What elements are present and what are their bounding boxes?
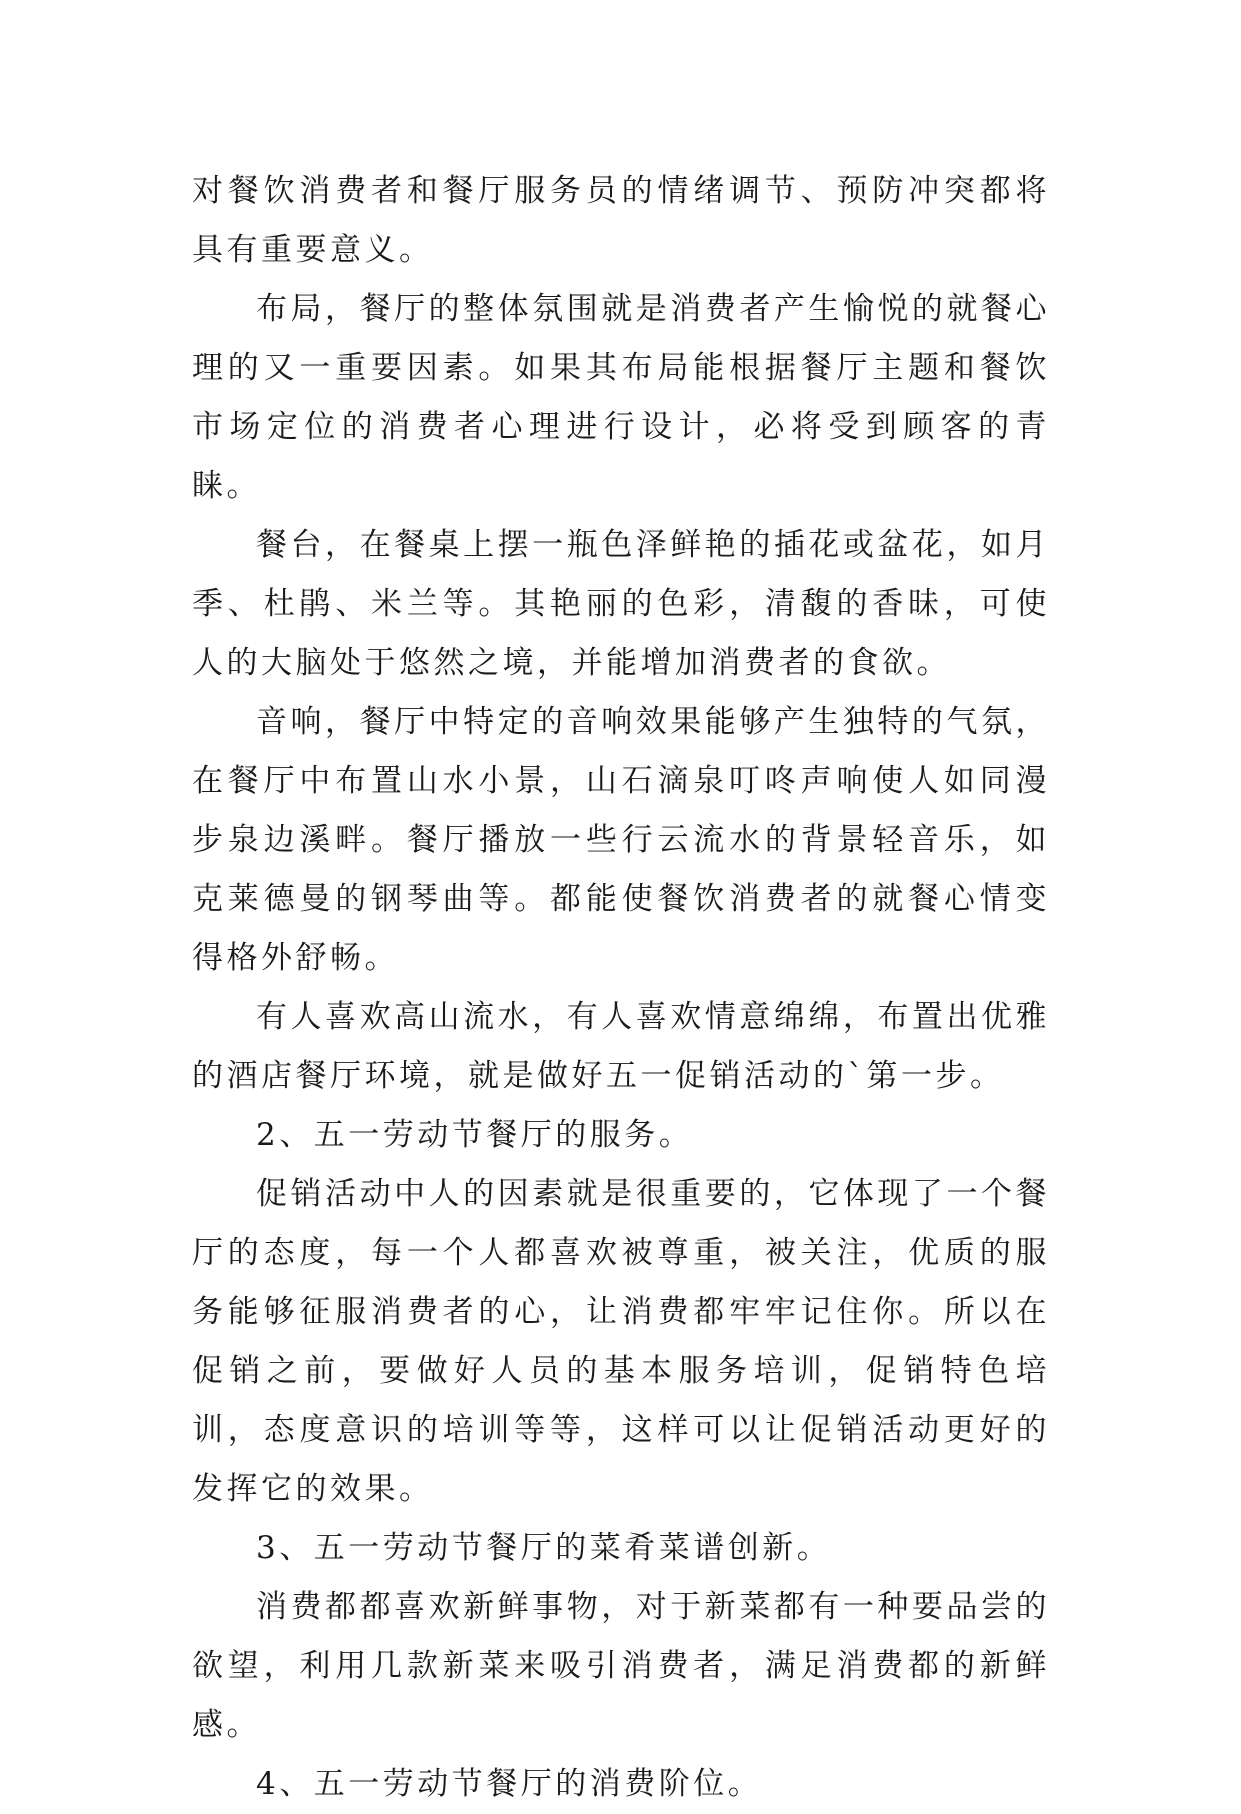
paragraph-7: 促销活动中人的因素就是很重要的，它体现了一个餐厅的态度，每一个人都喜欢被尊重，被关注，优质的服务能够征服消费者的心，让消费都牢牢记住你。所以在促销之前，要做好人员的基本服务培训，促销特色培训，态度意识的培训等等，这样可以让促销活动更好的发挥它的效果。 (192, 1176, 1050, 1507)
paragraph-4: 音响，餐厅中特定的音响效果能够产生独特的气氛，在餐厅中布置山水小景，山石滴泉叮咚声响使人如同漫步泉边溪畔。餐厅播放一些行云流水的背景轻音乐，如克莱德曼的钢琴曲等。都能使餐饮消费者的就餐心情变得格外舒畅。 (192, 704, 1050, 976)
paragraph-5: 有人喜欢高山流水，有人喜欢情意绵绵，布置出优雅的酒店餐厅环境，就是做好五一促销活动的`第一步。 (192, 999, 1050, 1094)
paragraph-9: 消费都都喜欢新鲜事物，对于新菜都有一种要品尝的欲望，利用几款新菜来吸引消费者，满足消费都的新鲜感。 (192, 1589, 1050, 1743)
section-heading-3: 3、五一劳动节餐厅的菜肴菜谱创新。 (256, 1530, 832, 1566)
paragraph-2: 布局，餐厅的整体氛围就是消费者产生愉悦的就餐心理的又一重要因素。如果其布局能根据餐厅主题和餐饮市场定位的消费者心理进行设计，必将受到顾客的青睐。 (192, 291, 1050, 504)
section-heading-4: 4、五一劳动节餐厅的消费阶位。 (256, 1766, 763, 1802)
document-body (192, 162, 1050, 1814)
paragraph-1: 对餐饮消费者和餐厅服务员的情绪调节、预防冲突都将具有重要意义。 (192, 173, 1050, 268)
section-heading-2: 2、五一劳动节餐厅的服务。 (256, 1117, 694, 1153)
paragraph-3: 餐台，在餐桌上摆一瓶色泽鲜艳的插花或盆花，如月季、杜鹃、米兰等。其艳丽的色彩，清馥的香昧，可使人的大脑处于悠然之境，并能增加消费者的食欲。 (192, 527, 1050, 681)
